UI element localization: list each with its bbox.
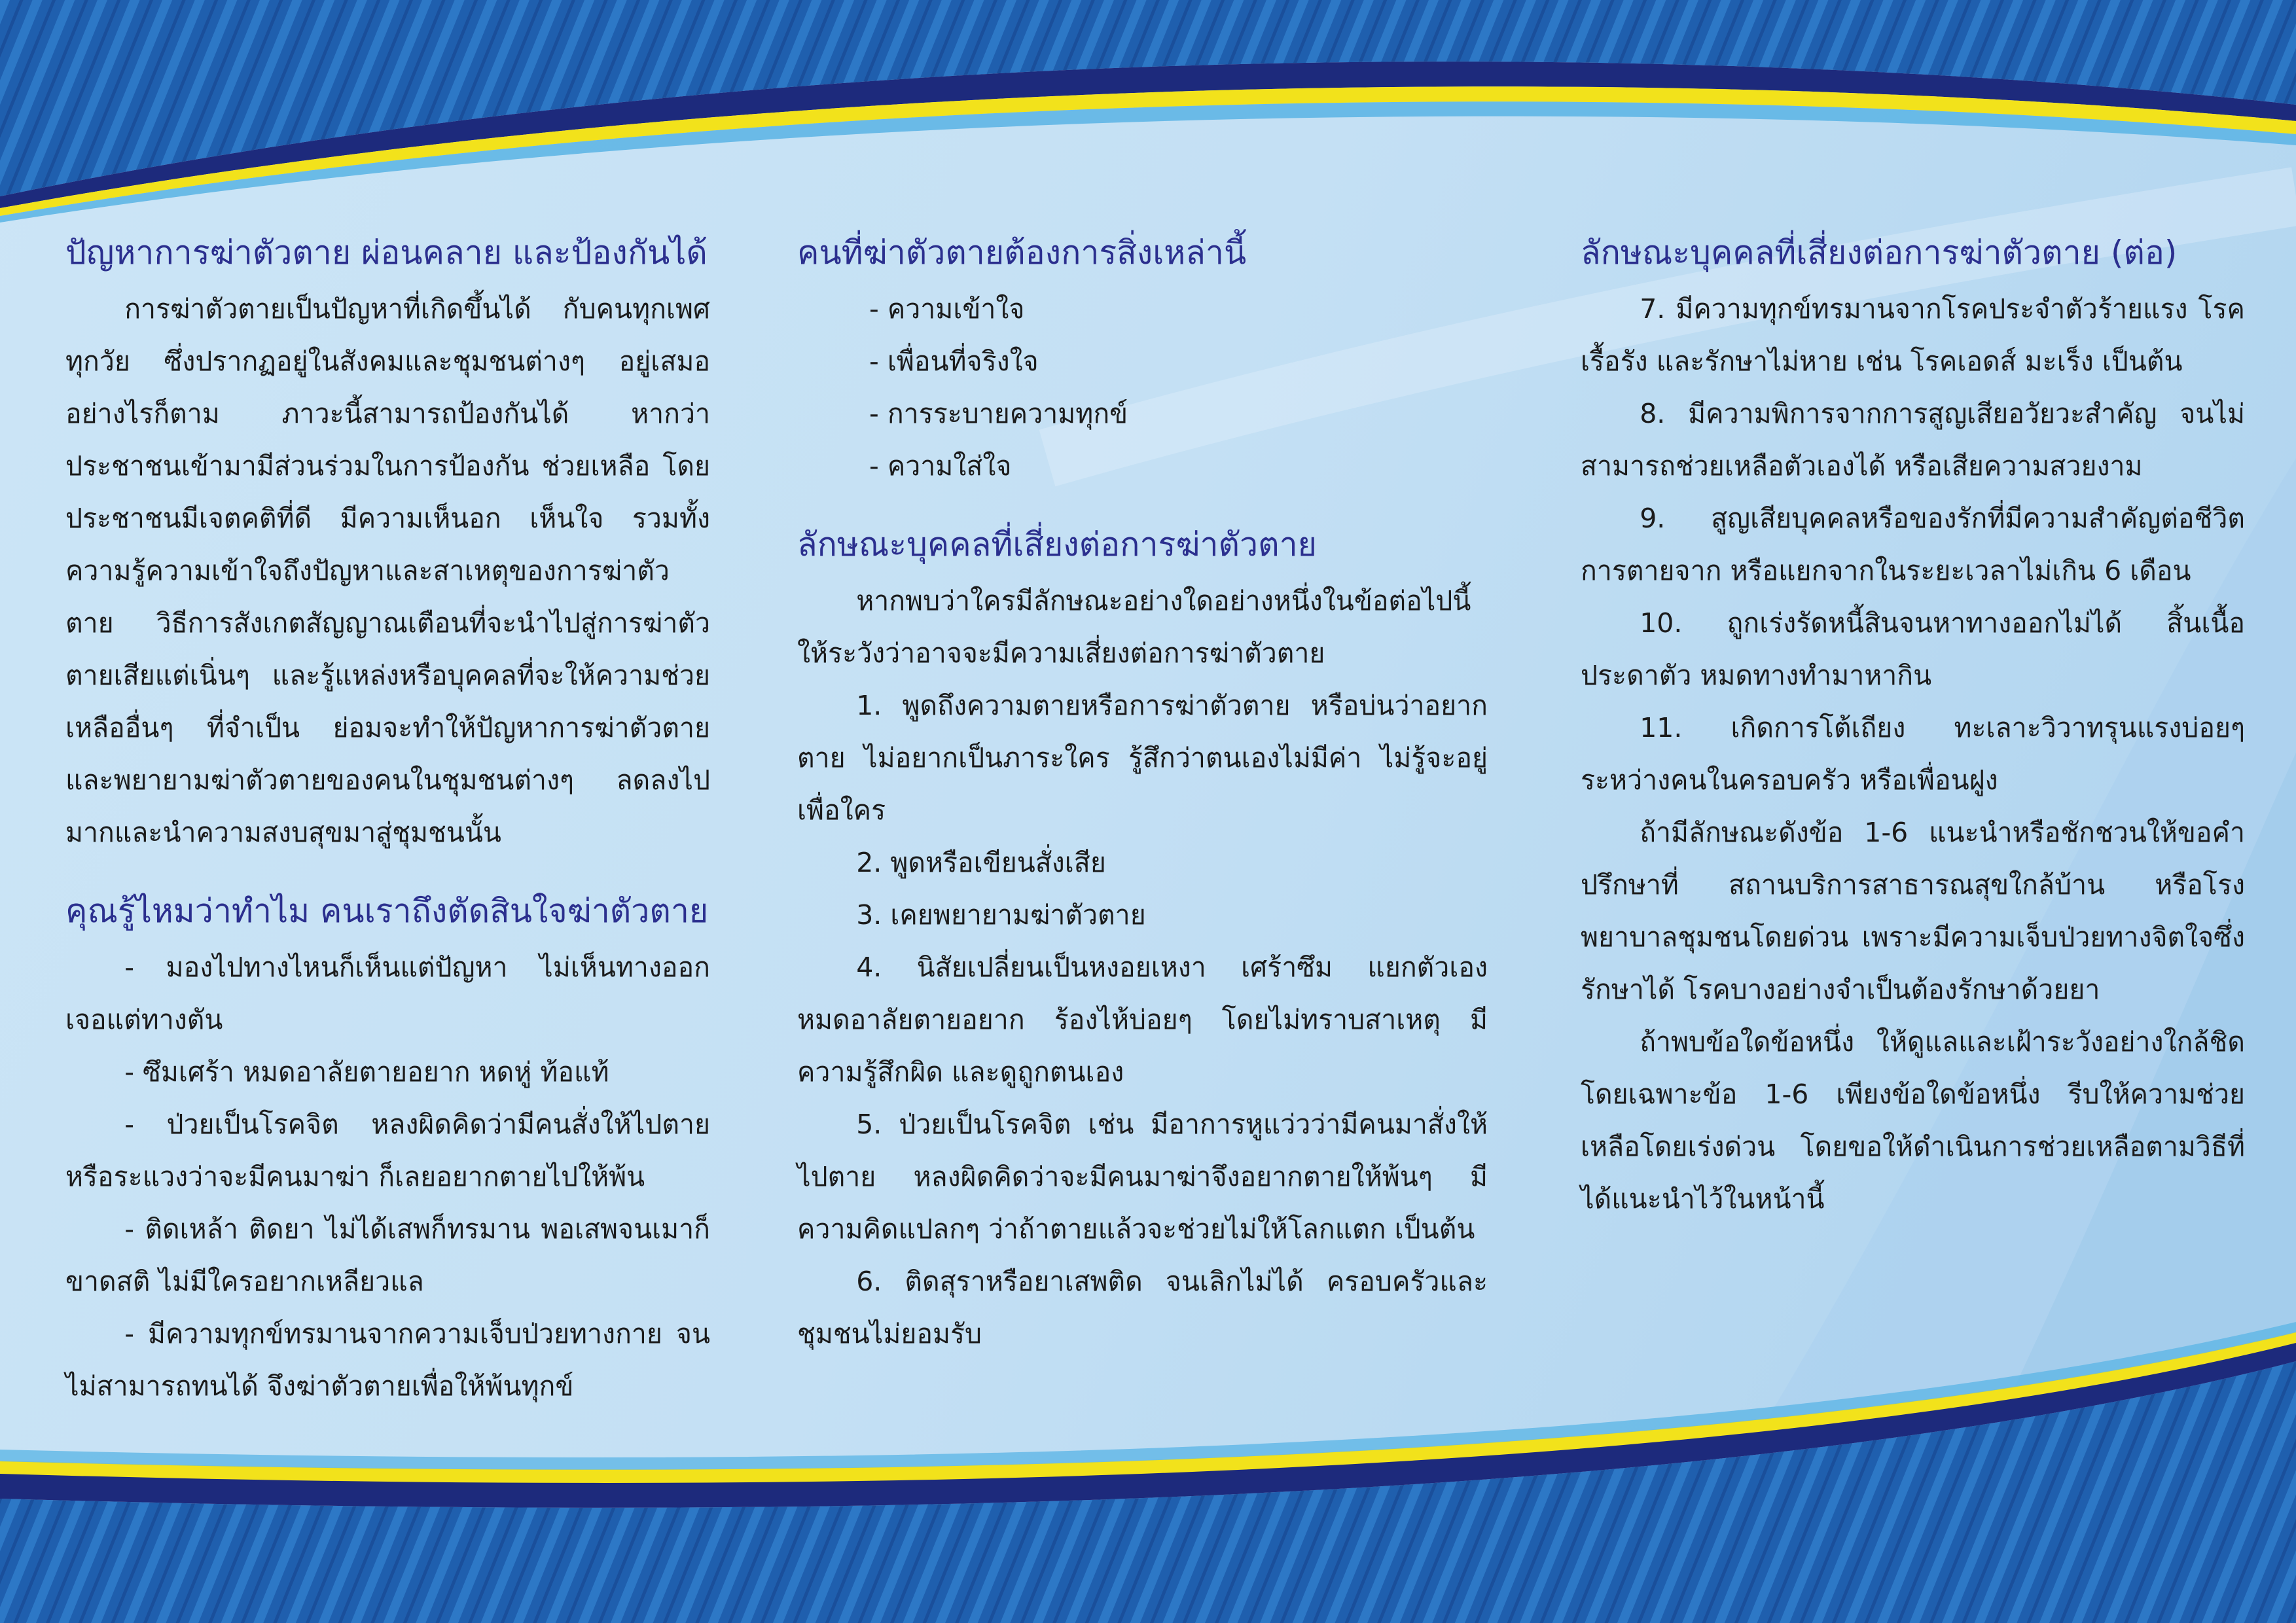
advice-paragraph: ถ้ามีลักษณะดังข้อ 1-6 แนะนำหรือชักชวนให้ขอคำปรึกษาที่ สถานบริการสาธารณสุขใกล้บ้าน หรือโรงพยาบาลชุมชนโดยด่วน เพราะมีความเจ็บป่วยทางจิตใจซึ่งรักษาได้ โรคบางอย่างจำเป็นต้องรักษาด้วยยา	[1581, 817, 2245, 1005]
panel-left	[65, 223, 710, 1412]
risk-item: 10. ถูกเร่งรัดหนี้สินจนหาทางออกไม่ได้ สิ้นเนื้อประดาตัว หมดทางทำมาหากิน	[1581, 607, 2245, 691]
reason-item: - มีความทุกข์ทรมานจากความเจ็บป่วยทางกาย จนไม่สามารถทนได้ จึงฆ่าตัวตายเพื่อให้พ้นทุกข์	[65, 1318, 710, 1402]
panel-middle	[797, 223, 1488, 1360]
section-heading-risk: ลักษณะบุคคลที่เสี่ยงต่อการฆ่าตัวตาย	[797, 526, 1317, 563]
panel-right	[1581, 223, 2245, 1225]
risk-item: 7. มีความทุกข์ทรมานจากโรคประจำตัวร้ายแรง โรคเรื้อรัง และรักษาไม่หาย เช่น โรคเอดส์ มะเร็ง เป็นต้น	[1581, 293, 2245, 377]
risk-item: 9. สูญเสียบุคคลหรือของรักที่มีความสำคัญต่อชีวิต การตายจาก หรือแยกจากในระยะเวลาไม่เกิน 6 เดือน	[1581, 503, 2245, 586]
risk-item: 3. เคยพยายามฆ่าตัวตาย	[856, 899, 1146, 931]
risk-item: 8. มีความพิการจากการสูญเสียอวัยวะสำคัญ จนไม่สามารถช่วยเหลือตัวเองได้ หรือเสียความสวยงาม	[1581, 398, 2245, 482]
need-item: - ความเข้าใจ	[869, 293, 1025, 325]
risk-item: 4. นิสัยเปลี่ยนเป็นหงอยเหงา เศร้าซึม แยกตัวเอง หมดอาลัยตายอยาก ร้องไห้บ่อยๆ โดยไม่ทราบสาเหตุ มีความรู้สึกผิด และดูถูกตนเอง	[797, 952, 1488, 1088]
section-heading-risk-continued: ลักษณะบุคคลที่เสี่ยงต่อการฆ่าตัวตาย (ต่อ)	[1581, 234, 2178, 272]
risk-item: 11. เกิดการโต้เถียง ทะเลาะวิวาทรุนแรงบ่อยๆ ระหว่างคนในครอบครัว หรือเพื่อนฝูง	[1581, 712, 2245, 796]
advice-paragraph: ถ้าพบข้อใดข้อหนึ่ง ให้ดูแลและเฝ้าระวังอย่างใกล้ชิด โดยเฉพาะข้อ 1-6 เพียงข้อใดข้อหนึ่ง รีบให้ความช่วยเหลือโดยเร่งด่วน โดยขอให้ดำเนินการช่วยเหลือตามวิธีที่ได้แนะนำไว้ในหน้านี้	[1581, 1026, 2245, 1215]
intro-paragraph: การฆ่าตัวตายเป็นปัญหาที่เกิดขึ้นได้ กับคนทุกเพศทุกวัย ซึ่งปรากฏอยู่ในสังคมและชุมชนต่างๆ อยู่เสมอ อย่างไรก็ตาม ภาวะนี้สามารถป้องกันได้ หากว่าประชาชนเข้ามามีส่วนร่วมในการป้องกัน ช่วยเหลือ โดยประชาชนมีเจตคติที่ดี มีความเห็นอก เห็นใจ รวมทั้งความรู้ความเข้าใจถึงปัญหาและสาเหตุของการฆ่าตัวตาย วิธีการสังเกตสัญญาณเตือนที่จะนำไปสู่การฆ่าตัวตายเสียแต่เนิ่นๆ และรู้แหล่งหรือบุคคลที่จะให้ความช่วยเหลืออื่นๆ ที่จำเป็น ย่อมจะทำให้ปัญหาการฆ่าตัวตาย และพยายามฆ่าตัวตายของคนในชุมชนต่างๆ ลดลงไปมากและนำความสงบสุขมาสู่ชุมชนนั้น	[65, 293, 710, 848]
risk-intro: หากพบว่าใครมีลักษณะอย่างใดอย่างหนึ่งในข้อต่อไปนี้ ให้ระวังว่าอาจจะมีความเสี่ยงต่อการฆ่าตัวตาย	[797, 585, 1471, 669]
need-item: - เพื่อนที่จริงใจ	[869, 346, 1039, 377]
risk-item: 5. ป่วยเป็นโรคจิต เช่น มีอาการหูแว่วว่ามีคนมาสั่งให้ไปตาย หลงผิดคิดว่าจะมีคนมาฆ่าจึงอยากตายให้พ้นๆ มีความคิดแปลกๆ ว่าถ้าตายแล้วจะช่วยไม่ให้โลกแตก เป็นต้น	[797, 1109, 1488, 1245]
section-heading-why: คุณรู้ไหมว่าทำไม คนเราถึงตัดสินใจฆ่าตัวตาย	[65, 892, 709, 930]
need-item: - การระบายความทุกข์	[869, 398, 1128, 429]
reason-item: - ซึมเศร้า หมดอาลัยตายอยาก หดหู่ ท้อแท้	[124, 1056, 609, 1088]
reason-item: - ติดเหล้า ติดยา ไม่ได้เสพก็ทรมาน พอเสพจนเมาก็ขาดสติ ไม่มีใครอยากเหลียวแล	[65, 1213, 710, 1297]
reason-item: - ป่วยเป็นโรคจิต หลงผิดคิดว่ามีคนสั่งให้ไปตาย หรือระแวงว่าจะมีคนมาฆ่า ก็เลยอยากตายไปให้พ้น	[65, 1109, 710, 1192]
risk-item: 1. พูดถึงความตายหรือการฆ่าตัวตาย หรือบ่นว่าอยากตาย ไม่อยากเป็นภาระใคร รู้สึกว่าตนเองไม่มีค่า ไม่รู้จะอยู่เพื่อใคร	[797, 690, 1488, 826]
risk-item: 6. ติดสุราหรือยาเสพติด จนเลิกไม่ได้ ครอบครัวและชุมชนไม่ยอมรับ	[797, 1266, 1488, 1349]
reason-item: - มองไปทางไหนก็เห็นแต่ปัญหา ไม่เห็นทางออก เจอแต่ทางตัน	[65, 952, 710, 1035]
section-heading-needs: คนที่ฆ่าตัวตายต้องการสิ่งเหล่านี้	[797, 234, 1247, 272]
section-heading-problem: ปัญหาการฆ่าตัวตาย ผ่อนคลาย และป้องกันได้	[65, 234, 708, 272]
risk-item: 2. พูดหรือเขียนสั่งเสีย	[856, 847, 1106, 878]
need-item: - ความใส่ใจ	[869, 450, 1012, 482]
